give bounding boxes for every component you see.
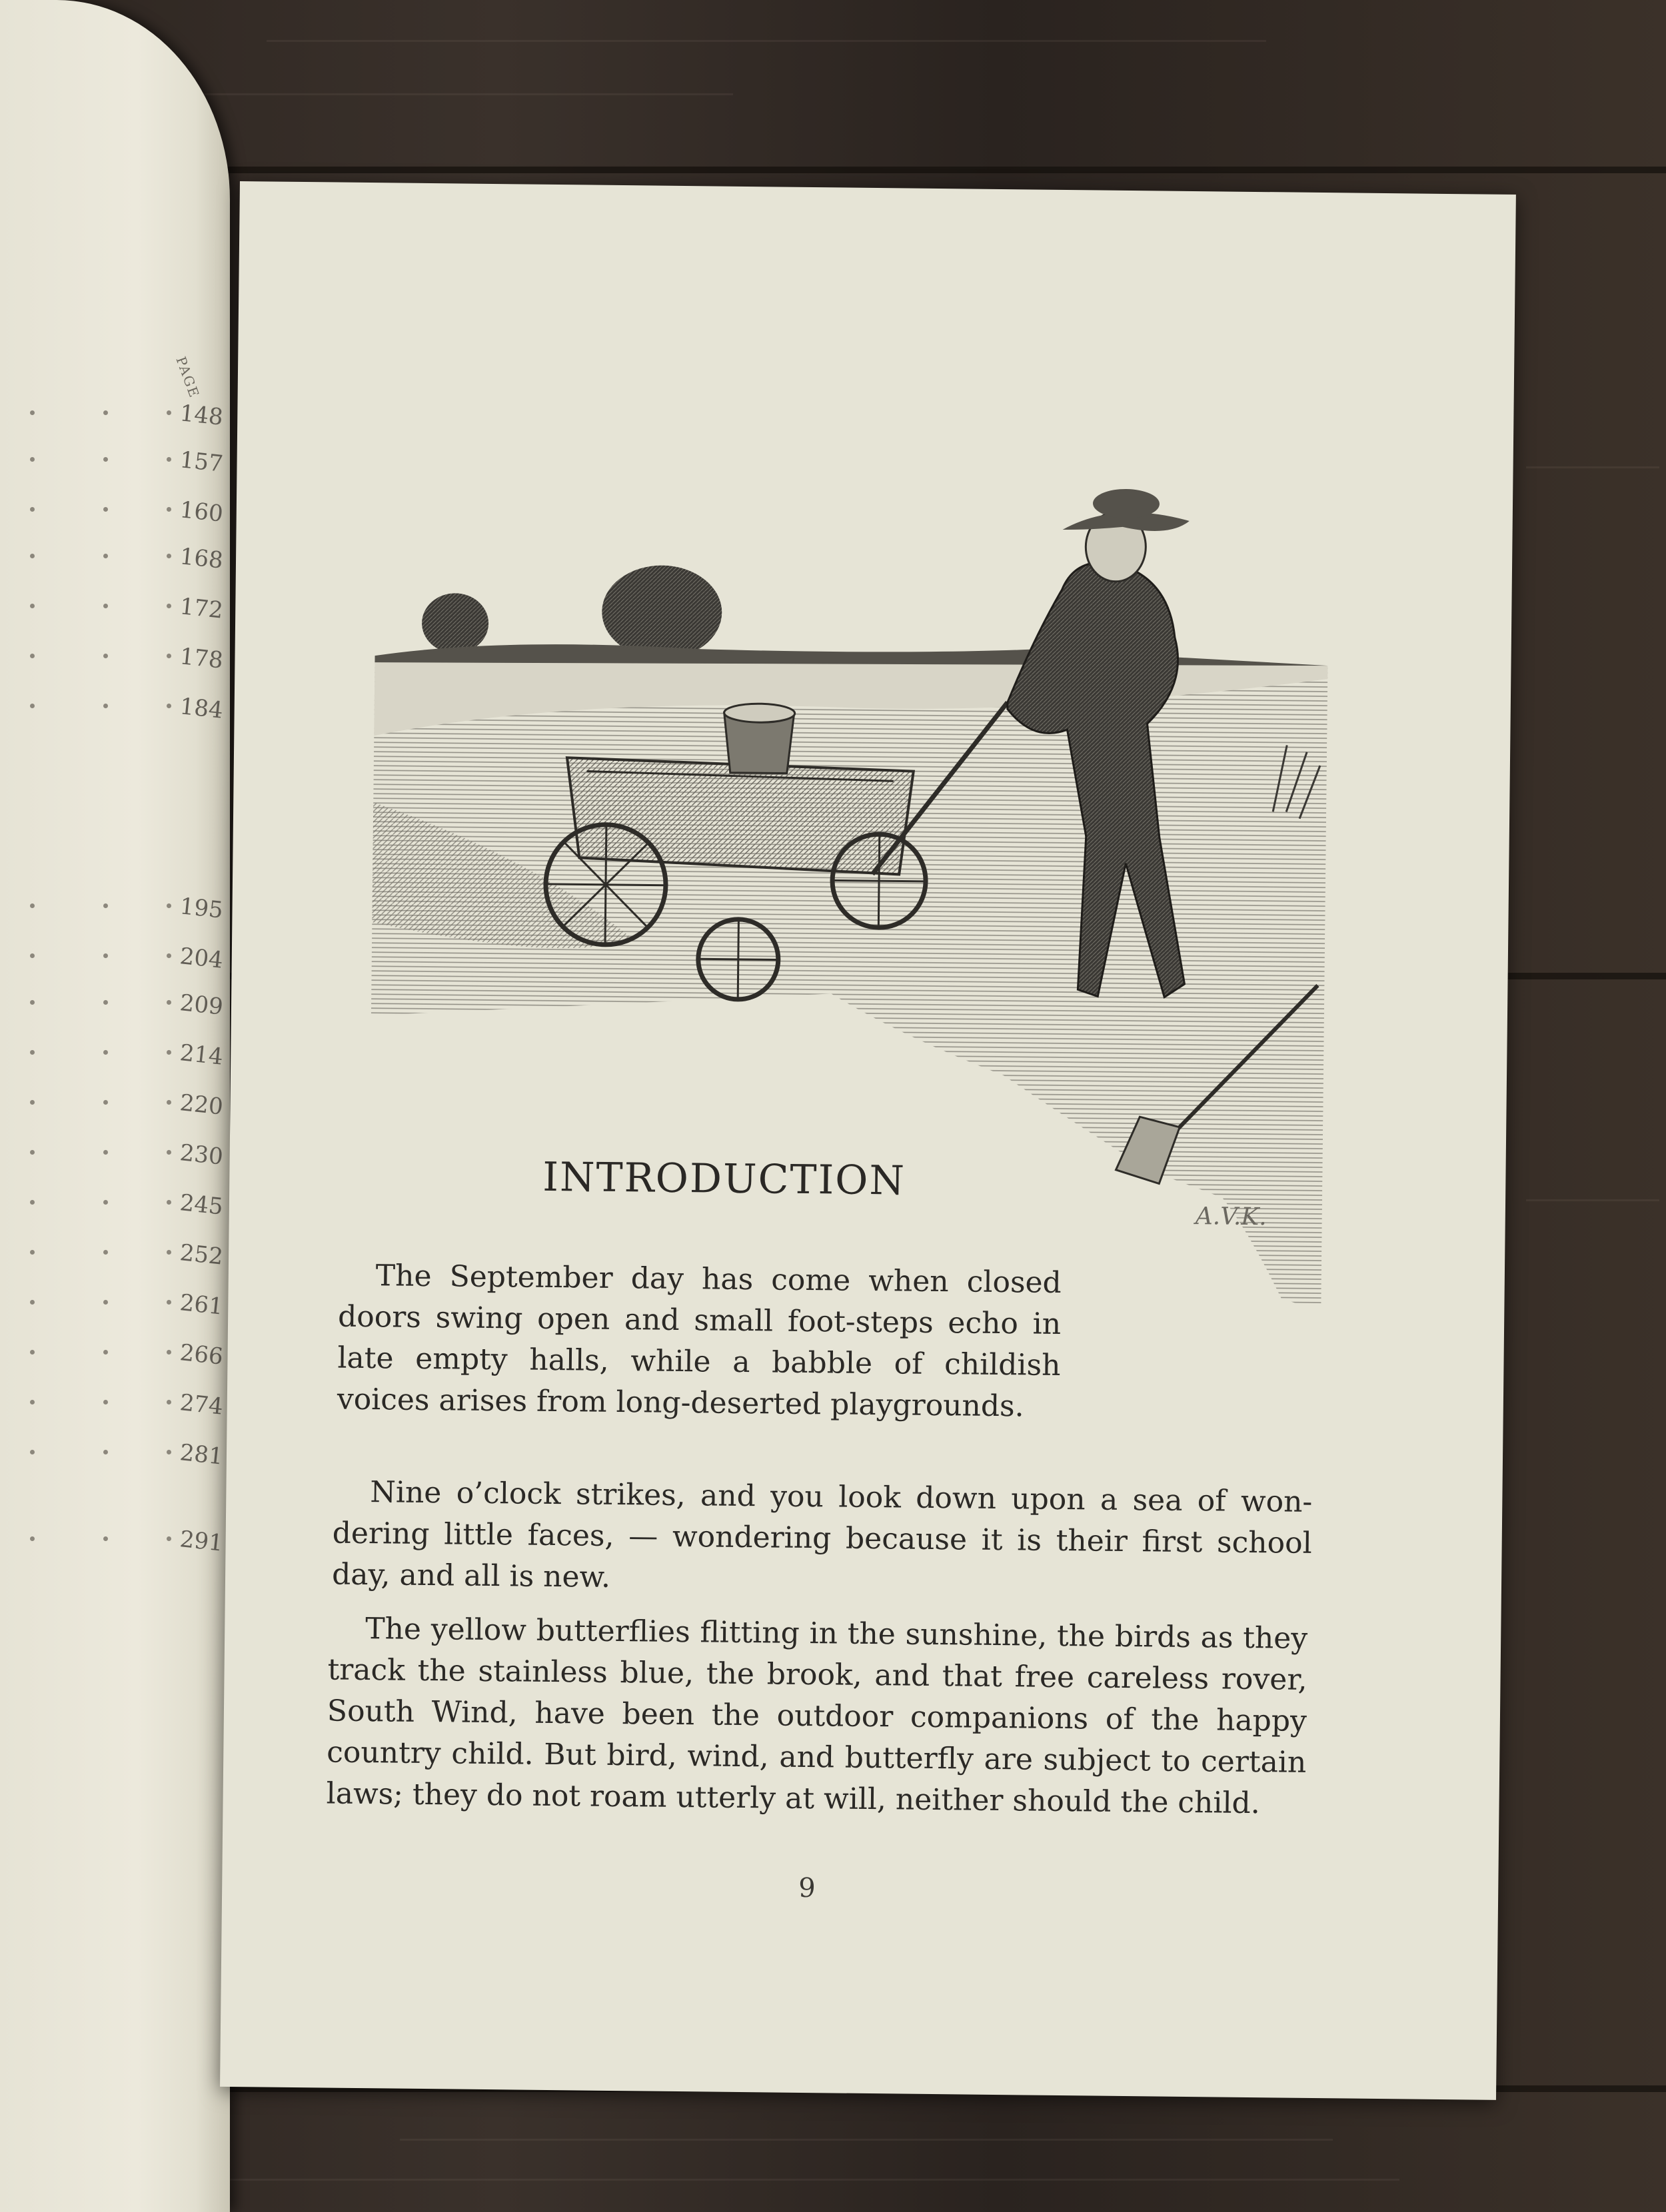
toc-dot [167,654,171,658]
toc-dot [30,507,35,512]
toc-dot [30,1400,35,1404]
toc-dot [103,654,108,658]
toc-page-number: 168 [178,543,225,574]
toc-dot [167,507,171,512]
toc-dot [30,1536,35,1541]
toc-dot [30,1200,35,1205]
toc-dot [167,554,171,558]
toc-page-header: PAGE [173,354,203,400]
toc-dot [167,604,171,608]
toc-page-number: 245 [178,1189,225,1221]
toc-leader-dots [20,406,180,420]
toc-leader-dots [20,1346,180,1359]
toc-dot [167,1100,171,1105]
paragraph-3: The yellow butterflies flitting in the sunshine, the birds as they track the stainless blue, the brook, and that free careless rover, South Wind, have been the outdoor companions of the happy country child. But bird, wind, and butterfly are subject to certain laws; they do not roam utterly at will, neither should the child. [326,1612,1308,1821]
toc-leader-dots [20,650,180,663]
toc-leader-dots [20,1146,180,1159]
toc-dot [103,604,108,608]
toc-dot [103,1536,108,1541]
toc-dot [103,1100,108,1105]
toc-page-number: 291 [178,1526,225,1557]
toc-page-number: 184 [178,693,225,724]
toc-dot [30,457,35,462]
toc-dot [167,1536,171,1541]
toc-dot [167,1050,171,1055]
toc-page-number: 178 [178,643,225,674]
toc-page-number: 261 [178,1289,225,1321]
toc-dot [167,410,171,415]
toc-dot [30,554,35,558]
toc-dot [167,1450,171,1454]
toc-dot [167,953,171,958]
toc-dot [103,1150,108,1155]
toc-page-number: 266 [178,1339,225,1371]
toc-dot [30,604,35,608]
toc-leader-dots [20,1296,180,1309]
toc-dot [103,1000,108,1005]
toc-leader-dots [20,600,180,613]
toc-dot [30,704,35,708]
toc-leader-dots [20,1446,180,1459]
toc-dot [167,903,171,908]
toc-leader-dots [20,550,180,563]
toc-leader-dots [20,996,180,1009]
toc-dot [30,953,35,958]
toc-page-number: 214 [178,1039,225,1071]
toc-dot [167,1150,171,1155]
toc-dot [103,1300,108,1305]
toc-dot [103,1050,108,1055]
toc-dot [167,704,171,708]
toc-dot [103,1200,108,1205]
toc-page-number: 220 [178,1089,225,1121]
toc-dot [30,1250,35,1255]
toc-dot [30,1150,35,1155]
toc-dot [103,554,108,558]
toc-leader-dots [20,1196,180,1209]
left-page [0,0,230,2212]
toc-dot [103,1250,108,1255]
toc-dot [30,1300,35,1305]
toc-dot [30,1000,35,1005]
toc-leader-dots [20,899,180,913]
toc-dot [103,953,108,958]
illustration-signature: A.V.K. [1195,1203,1267,1231]
toc-dot [30,1100,35,1105]
toc-page-number: 172 [178,593,225,624]
chapter-title: INTRODUCTION [542,1153,906,1205]
toc-page-number: 281 [178,1439,225,1470]
toc-leader-dots [20,1246,180,1259]
toc-dot [30,903,35,908]
toc-page-number: 204 [178,943,225,974]
toc-dot [103,1400,108,1404]
toc-leader-dots [20,1396,180,1409]
toc-dot [167,1250,171,1255]
toc-leader-dots [20,1532,180,1546]
toc-dot [30,1350,35,1355]
toc-dot [103,457,108,462]
toc-dot [167,1200,171,1205]
toc-leader-dots [20,503,180,516]
toc-page-number: 252 [178,1239,225,1271]
toc-dot [103,704,108,708]
toc-dot [30,1050,35,1055]
toc-page-number: 274 [178,1389,225,1420]
toc-page-number: 230 [178,1139,225,1171]
toc-dot [103,1450,108,1454]
toc-dot [30,410,35,415]
toc-dot [103,903,108,908]
paragraph-1: The September day has come when closed doors swing open and small foot-steps echo in late empty halls, while a babble of childish voices arises from long-deserted playgrounds. [337,1259,1062,1424]
toc-page-number: 157 [178,446,225,478]
toc-dot [30,654,35,658]
toc-dot [30,1450,35,1454]
toc-dot [167,1300,171,1305]
toc-dot [103,410,108,415]
toc-page-number: 160 [178,496,225,528]
toc-dot [167,457,171,462]
toc-leader-dots [20,453,180,466]
right-page [220,181,1516,2100]
toc-leader-dots [20,1046,180,1059]
toc-dot [103,507,108,512]
toc-page-number: 209 [178,989,225,1021]
toc-dot [167,1350,171,1355]
toc-leader-dots [20,700,180,713]
toc-leader-dots [20,949,180,963]
toc-leader-dots [20,1096,180,1109]
paragraph-2: Nine o’clock strikes, and you look down upon a sea of won-dering little faces, — wondering because it is their first school day, and all is new. [331,1475,1313,1594]
page-number: 9 [798,1872,816,1904]
toc-dot [167,1400,171,1404]
toc-dot [103,1350,108,1355]
toc-dot [167,1000,171,1005]
toc-page-number: 195 [178,893,225,924]
toc-page-number: 148 [178,400,225,431]
